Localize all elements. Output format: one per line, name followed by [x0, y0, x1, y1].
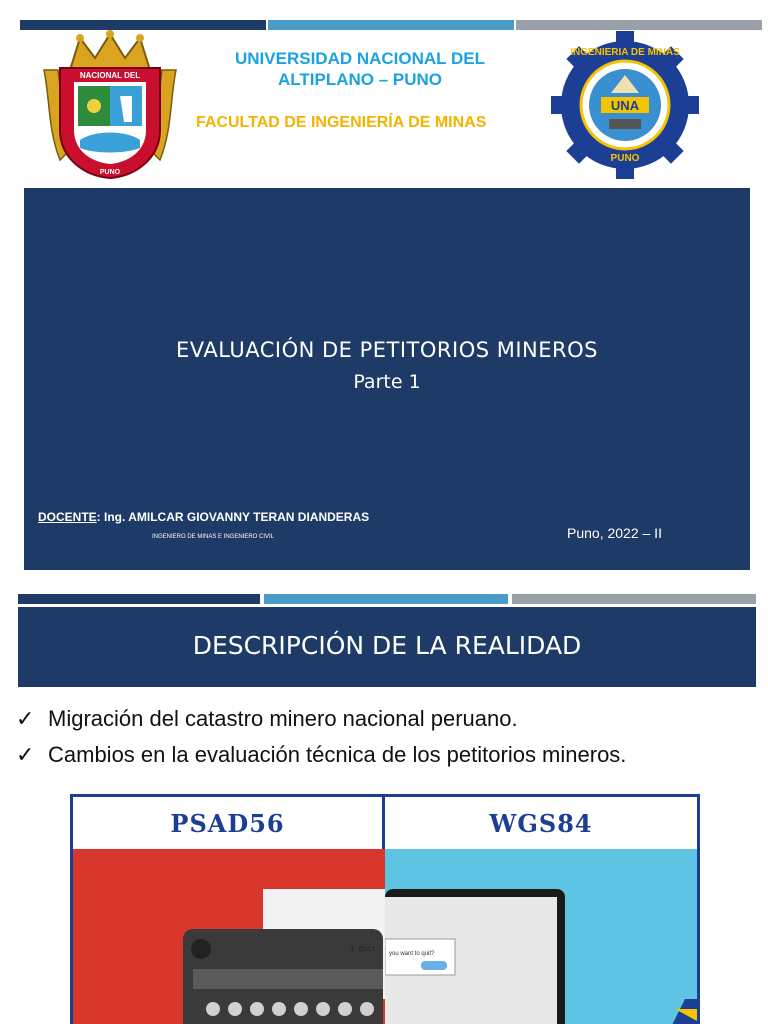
- instructor-name: : Ing. AMILCAR GIOVANNY TERAN DIANDERAS: [96, 510, 370, 524]
- presentation-subtitle: Parte 1: [353, 371, 421, 393]
- instructor-label: DOCENTE: [38, 510, 97, 524]
- bullet-item: [16, 742, 626, 768]
- datum-comparison: [70, 794, 700, 1024]
- svg-text:PUNO: PUNO: [610, 153, 640, 164]
- top-stripe-blue: [268, 20, 514, 30]
- section-header: [18, 607, 756, 687]
- top-stripe-gray: [516, 20, 762, 30]
- svg-text:NACIONAL DEL: NACIONAL DEL: [79, 71, 141, 80]
- typed-text: I Quit: [350, 945, 376, 953]
- section-stripe-blue: [264, 594, 508, 604]
- bullet-item: [16, 706, 518, 732]
- instructor-line: [38, 510, 369, 524]
- svg-text:UNA: UNA: [610, 98, 640, 113]
- section-stripe-gray: [512, 594, 756, 604]
- psad56-label: PSAD56: [73, 797, 385, 849]
- wgs84-label: WGS84: [489, 808, 593, 838]
- instructor-role: INGENIERO DE MINAS E INGENIERO CIVIL: [152, 534, 275, 540]
- section-title: DESCRIPCIÓN DE LA REALIDAD: [192, 631, 582, 660]
- faculty-name: FACULTAD DE INGENIERÍA DE MINAS: [196, 114, 487, 131]
- top-stripe-navy: [20, 20, 266, 30]
- bullet-text: Migración del catastro minero nacional peruano.: [48, 706, 518, 731]
- quit-dialog-text: you want to quit?: [389, 951, 435, 957]
- bullet-text: Cambios en la evaluación técnica de los petitorios mineros.: [48, 742, 627, 767]
- university-seal-icon: [40, 30, 180, 180]
- laptop-image: [385, 849, 697, 1024]
- presentation-title: EVALUACIÓN DE PETITORIOS MINEROS: [176, 338, 598, 362]
- university-name: UNIVERSIDAD NACIONAL DEL ALTIPLANO – PUNO: [235, 49, 485, 89]
- section-stripe-navy: [18, 594, 260, 604]
- mining-faculty-logo-icon: [545, 30, 705, 180]
- place-date: Puno, 2022 – II: [567, 525, 662, 541]
- check-icon: ✓: [16, 742, 35, 767]
- typewriter-image: [73, 849, 385, 1024]
- title-panel: [24, 188, 750, 570]
- svg-text:INGENIERIA DE MINAS: INGENIERIA DE MINAS: [570, 47, 680, 58]
- svg-text:PUNO: PUNO: [99, 169, 121, 176]
- check-icon: ✓: [16, 706, 35, 731]
